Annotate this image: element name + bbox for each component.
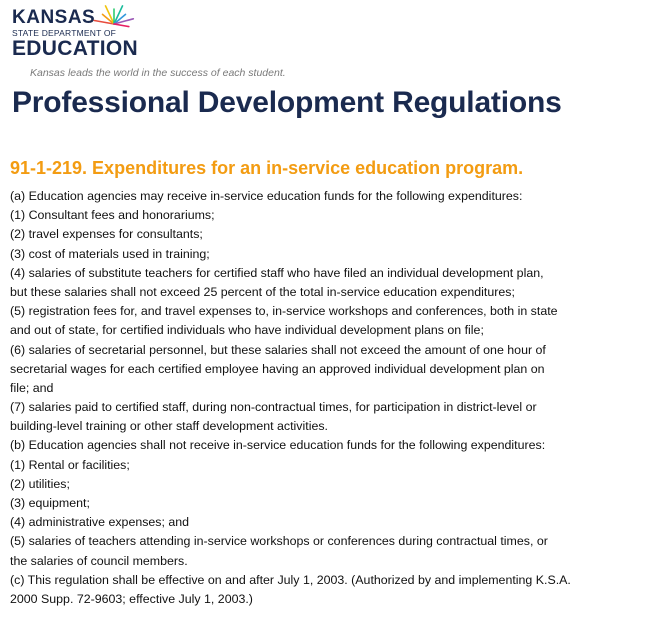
- regulation-line: 2000 Supp. 72-9603; effective July 1, 2003.): [10, 591, 253, 606]
- regulation-line: but these salaries shall not exceed 25 percent of the total in-service education expenditures;: [10, 284, 515, 299]
- logo-state-department-text: STATE DEPARTMENT OF: [12, 28, 117, 38]
- regulation-line: (5) registration fees for, and travel expenses to, in-service workshops and conferences, both in state: [10, 304, 558, 319]
- regulation-line: (b) Education agencies shall not receive in-service education funds for the following expenditures:: [10, 438, 546, 453]
- regulation-line: secretarial wages for each certified employee having an approved individual development plan on: [10, 361, 545, 376]
- page-title: Professional Development Regulations: [12, 86, 562, 119]
- regulation-line: the salaries of council members.: [10, 553, 188, 568]
- regulation-line: building-level training or other staff development activities.: [10, 419, 328, 434]
- regulation-line: (1) Consultant fees and honorariums;: [10, 208, 215, 223]
- regulation-line: (c) This regulation shall be effective on and after July 1, 2003. (Authorized by and implementing K.S.A.: [10, 572, 571, 587]
- regulation-line: file; and: [10, 380, 54, 395]
- regulation-line: (2) travel expenses for consultants;: [10, 227, 203, 242]
- regulation-line: (6) salaries of secretarial personnel, but these salaries shall not exceed the amount of one hour of: [10, 342, 546, 357]
- regulation-line: (4) administrative expenses; and: [10, 515, 190, 530]
- tagline: Kansas leads the world in the success of each student.: [30, 67, 286, 79]
- regulation-body: [10, 187, 635, 609]
- regulation-line: (3) equipment;: [10, 496, 90, 510]
- logo-education-text: EDUCATION: [12, 37, 138, 60]
- section-heading: 91-1-219. Expenditures for an in-service education program.: [10, 158, 524, 178]
- regulation-line: (5) salaries of teachers attending in-service workshops or conferences during contractual times, or: [10, 534, 548, 549]
- regulation-line: (3) cost of materials used in training;: [10, 246, 210, 261]
- regulation-line: (4) salaries of substitute teachers for certified staff who have filed an individual development plan,: [10, 265, 544, 280]
- ksde-logo: [12, 2, 142, 64]
- logo-kansas-text: KANSAS: [12, 7, 96, 28]
- regulation-line: (7) salaries paid to certified staff, during non-contractual times, for participation in district-level or: [10, 400, 537, 415]
- regulation-line: (1) Rental or facilities;: [10, 457, 130, 472]
- regulation-line: (2) utilities;: [10, 476, 70, 491]
- starburst-ray: [114, 24, 129, 27]
- regulation-line: (a) Education agencies may receive in-service education funds for the following expenditures:: [10, 189, 523, 203]
- starburst-icon: [92, 2, 136, 38]
- regulation-line: and out of state, for certified individuals who have individual development plans on file;: [10, 323, 484, 338]
